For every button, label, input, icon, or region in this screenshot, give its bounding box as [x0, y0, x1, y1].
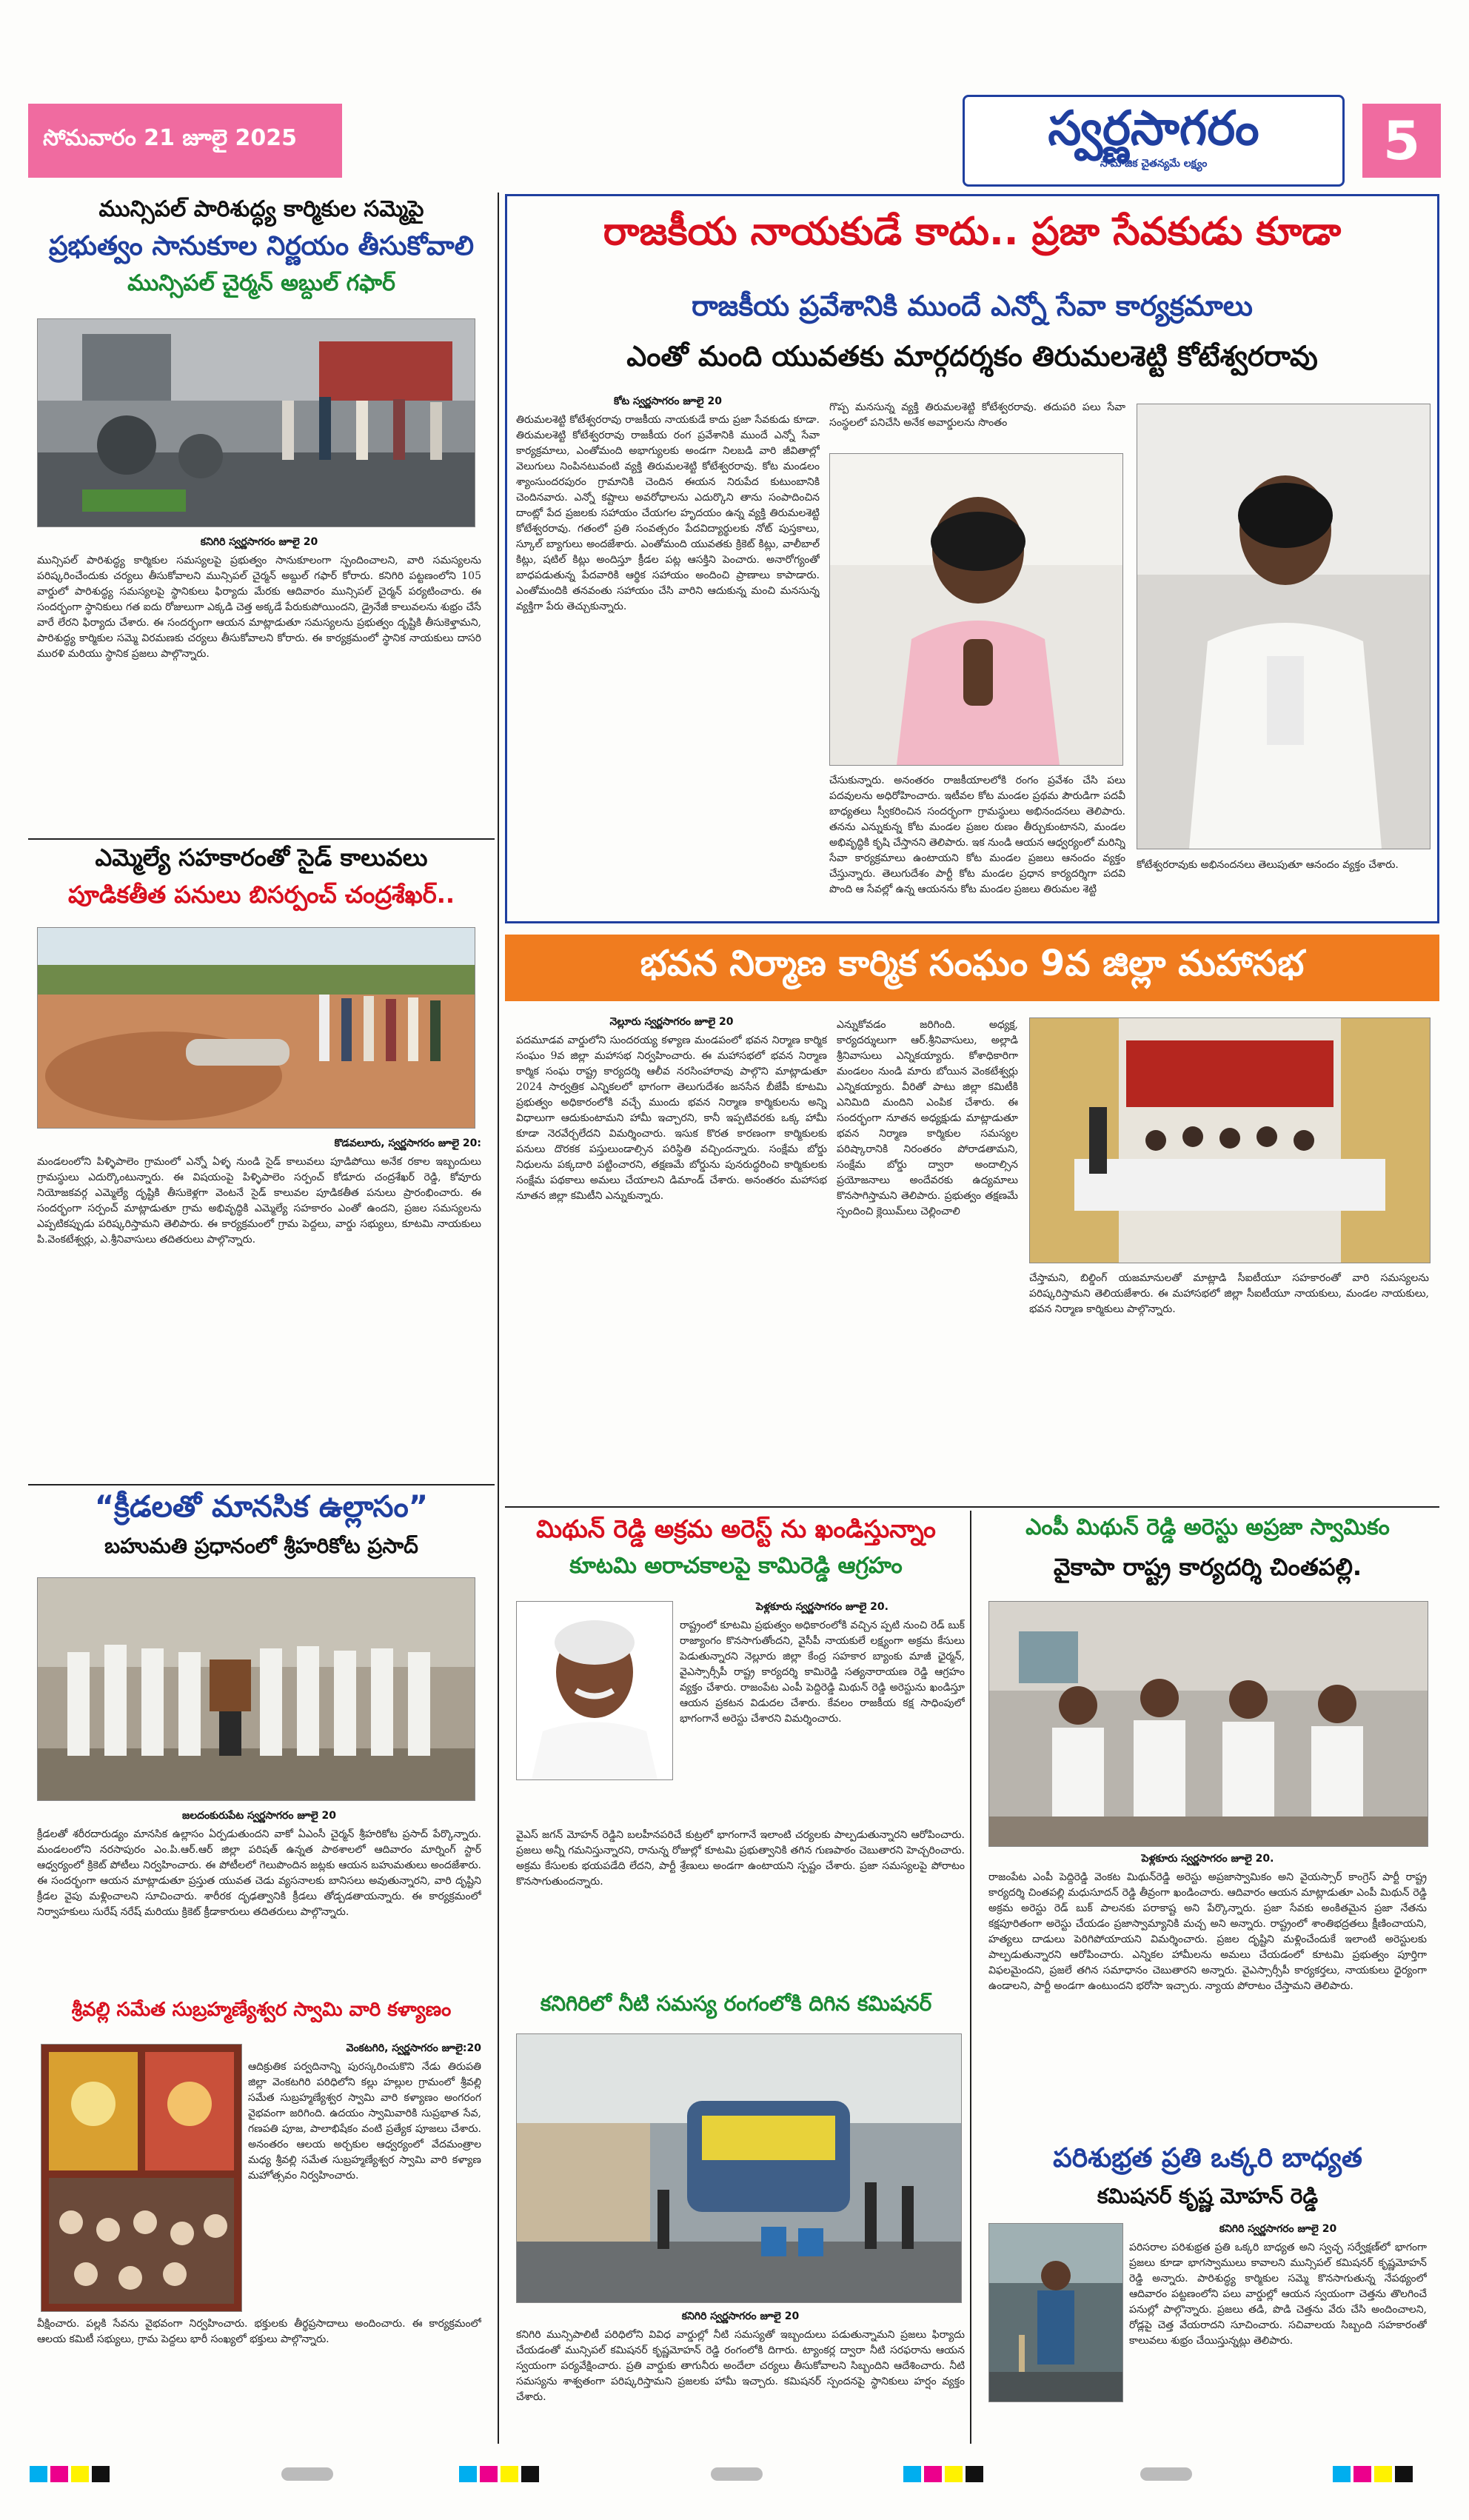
union-headline: భవన నిర్మాణ కార్మిక సంఘం 9వ జిల్లా మహాసభ: [640, 943, 1305, 984]
registration-pill: [1140, 2467, 1192, 2481]
registration-pill: [711, 2467, 763, 2481]
feature-body1: తిరుమలశెట్టి కోటేశ్వరరావు రాజకీయ నాయకుడే కాదు ప్రజా సేవకుడు కూడా. తిరుమలశెట్టి కోటేశ్వరరావు రాజకీయ రంగ ప్రవేశానికి ముందే ఎన్నో సేవా కార్యక్రమాలు, ఎంతోమంది అభాగ్యులకు అండగా నిలబడి వారి జీవితాల్లో వెలుగులు నింపినటువంటి వ్యక్తి తిరుమలశెట్టి కోటేశ్వరరావు. కోట మండలం శ్యాంసుందరపురం గ్రామానికి చెందిన ఈయన నిరుపేద కుటుంబానికి చెందినవారు. ఎన్నో కష్టాలు అవరోధాలను ఎదుర్కొని తాను సంపాదించిన దాంట్లో పేద ప్రజలకు సహాయం చేయగల హృదయం ఉన్న వ్యక్తి తిరుమలశెట్టి కోటేశ్వరరావు. గతంలో ప్రతి సంవత్సరం పేదవిద్యార్థులకు నోట్ పుస్తకాలు, స్కూల్ బ్యాగులు అందజేశారు. ఎంతోమంది యువతకు క్రికెట్ కిట్లు, వాలీబాల్ కిట్లు, షటిల్ కిట్లు అందిస్తూ క్రీడల పట్ల ఆసక్తిని పెంచారు. అనారోగ్యంతో బాధపడుతున్న పేదవారికి ఆర్థిక సహాయం అందించి ప్రాణాలు కాపాడారు. ఎంతోమందికి తనవంతు సహాయం చేసి వారిని ఆదుకున్న మంచి మనసున్న వ్యక్తిగా పేరు తెచ్చుకున్నారు.: [516, 414, 820, 612]
kamireddy-photo-art: [517, 1602, 672, 1779]
clean-subhead: కమిషనర్ కృష్ణ మోహన్ రెడ్డి: [1097, 2184, 1319, 2208]
story1-headline: ప్రభుత్వం సానుకూల నిర్ణయం తీసుకోవాలి: [48, 231, 475, 261]
story2-dateline: కొడవలూరు, స్వర్ణసాగరం జూలై 20:: [334, 1137, 481, 1149]
feature-dateline: కోట స్వర్ణసాగరం జూలై 20: [614, 395, 722, 407]
union-col1: [516, 1015, 827, 1503]
leader-namaste-photo-art: [830, 454, 1122, 765]
canal-works-photo: [37, 927, 475, 1129]
water-tanker-photo: [516, 2033, 962, 2303]
story3-headline: “క్రీడలతో మానసిక ఉల్లాసం”: [94, 1490, 429, 1524]
water-tanker-photo-art: [517, 2034, 961, 2302]
story3-body: క్రీడలతో శరీరదారుడ్యం మానసిక ఉల్లాసం ఏర్పడుతుందని వాకో ఏఎంసీ చైర్మన్ శ్రీహరికోట ప్రసాద్ పేర్కొన్నారు. మండలంలోని నరసాపురం ఎం.పి.ఆర్.ఆర్ జిల్లా పరిషత్ ఉన్నత పాఠశాలలో ఆదివారం మార్నింగ్ స్టార్ ఆధ్వర్యంలో క్రికెట్ పోటీలు నిర్వహించారు. ఈ పోటీలలో గెలుపొందిన జట్లకు ఆయన బహుమతులు అందజేశారు. ఈ సందర్భంగా ఆయన మాట్లాడుతూ ప్రస్తుత యువత చెడు వ్యసనాలకు బానిసలు అవుతున్నారని, వారి దృష్టిని క్రీడల వైపు మళ్లించాలని సూచించారు. శారీరక దృఢత్వానికి క్రీడలు తోడ్పడతాయన్నారు. ఈ కార్యక్రమంలో నిర్వాహకులు సురేష్ నరేష్ మరియు క్రికెట్ క్రీడాకారులు తదితరులు పాల్గొన్నారు.: [37, 1828, 481, 1918]
water-headline: కనిగిరిలో నీటి సమస్య రంగంలోకి దిగిన కమిషనర్: [540, 1991, 932, 2016]
story1-text: [37, 535, 481, 838]
story1-dateline: కనిగిరి స్వర్ణసాగరం జూలై 20: [200, 536, 318, 548]
commissioner-cleaning-photo-art: [989, 2224, 1122, 2402]
feature-body3: చేసుకున్నారు. అనంతరం రాజకీయాలలోకి రంగం ప్రవేశం చేసి పలు పదవులను అధిరోహించారు. ఇటీవల కోట మండల ప్రథమ పౌరుడిగా పదవీ బాధ్యతలు స్వీకరించిన సందర్భంగా గ్రామస్థులు అభినందనలు తెలిపారు. తనను ఎన్నుకున్న కోట మండల ప్రజల రుణం తీర్చుకుంటానని, మండల అభివృద్ధికి కృషి చేస్తానని తెలిపారు. ఇక నుండి ఆయన ఆధ్వర్యంలో మరిన్ని సేవా కార్యక్రమాలు ఉంటాయని కోట మండల ప్రజలు ఆనందం వ్యక్తం చేస్తున్నారు. తెలుగుదేశం పార్టీ కోట మండల ప్రధాన కార్యదర్శిగా పదవి పొంది ఆ సేవల్లో ఉన్న ఆయనను కోట మండల ప్రజలు తిరుమల శెట్టి: [829, 775, 1125, 895]
commissioner-cleaning-photo: [988, 2223, 1123, 2402]
water-dateline: కనిగిరి స్వర్ణసాగరం జూలై 20: [681, 2310, 800, 2322]
clean-dateline: కనిగిరి స్వర్ణసాగరం జూలై 20: [1219, 2223, 1337, 2235]
ycp-body: రాజంపేట ఎంపీ పెద్దిరెడ్డి వెంకట మిథున్‌రెడ్డి అరెస్టు అప్రజాస్వామికం అని వైయస్సార్ కాంగ్రెస్ పార్టీ రాష్ట్ర కార్యదర్శి చింతపల్లి మధుసూదన్ రెడ్డి తీవ్రంగా ఖండించారు. ఆదివారం ఆయన మాట్లాడుతూ ఎంపీ మిథున్ రెడ్డి అక్రమ అరెస్టు రెడ్ బుక్ పాలనకు పరాకాష్ట అని పేర్కొన్నారు. ప్రజా సేవకు అంకితమైన ప్రజా నేతను కక్షపూరితంగా అరెస్టు చేయడం ప్రజాస్వామ్యానికి మచ్చ అని అన్నారు. రాష్ట్రంలో శాంతిభద్రతలు క్షీణించాయని, హత్యలు దాడులు పెరిగిపోయాయని విమర్శించారు. ప్రజల దృష్టిని మళ్లించేందుకే ఇలాంటి అరెస్టులకు పాల్పడుతున్నారని ఆరోపించారు. ఎన్నికల హామీలను అమలు చేయడంలో కూటమి ప్రభుత్వం పూర్తిగా విఫలమైందని, ప్రజలే తగిన సమాధానం చెబుతారని అన్నారు. వైఎస్సార్సీపీ కార్యకర్తలు, నాయకులు ధైర్యంగా ఉండాలని, పార్టీ అండగా ఉంటుందని భరోసా ఇచ్చారు. న్యాయ పోరాటం చేస్తామని తెలిపారు.: [988, 1871, 1427, 1992]
canal-works-photo-art: [38, 928, 475, 1128]
leader-portrait-photo: [1137, 404, 1430, 849]
story3-subhead: బహుమతి ప్రధానంలో శ్రీహరికోట ప్రసాద్: [104, 1534, 418, 1558]
story4-text-right: [248, 2041, 481, 2313]
union-dateline: నెల్లూరు స్వర్ణసాగరం జూలై 20: [609, 1016, 734, 1028]
story2-body: మండలంలోని పిళ్ళిపాలెం గ్రామంలో ఎన్నో ఏళ్ళ నుండి సైడ్ కాలువలు పూడిపోయి అనేక రకాల ఇబ్బందులు గ్రామస్థులు ఎదుర్కొంటున్నారు. ఈ విషయంపై పిళ్ళిపాలెం సర్పంచ్ కోడూరు చంద్రశేఖర్ రెడ్డి, కోవూరు నియోజకవర్గ ఎమ్మెల్యే దృష్టికి తీసుకెళ్లగా వెంటనే సైడ్ కాలువల పూడికతీత పనులు ప్రారంభించారు. ఈ సందర్భంగా సర్పంచ్ మాట్లాడుతూ గ్రామ అభివృద్ధికి ఎమ్మెల్యే సహకారం ఎంతో ఉందని, ప్రజల సమస్యలను ఎప్పటికప్పుడు పరిష్కరిస్తామని తెలిపారు. ఈ కార్యక్రమంలో గ్రామ పెద్దలు, వార్డు సభ్యులు, కూటమి నాయకులు పి.వెంకటేశ్వర్లు, ఎ.శ్రీనివాసులు తదితరులు పాల్గొన్నారు.: [37, 1156, 481, 1246]
date-strip: [28, 104, 342, 178]
feature-subhead1: రాజకీయ ప్రవేశానికి ముందే ఎన్నో సేవా కార్యక్రమాలు: [692, 290, 1253, 322]
ycp-subhead: వైకాపా రాష్ట్ర కార్యదర్శి చింతపల్లి.: [1053, 1553, 1362, 1581]
story3-text: [37, 1808, 481, 1993]
story2-headline: పూడికతీత పనులు బిసర్పంచ్ చంద్రశేఖర్..: [67, 880, 455, 909]
temple-photo-art: [41, 2045, 241, 2311]
registration-marks: [30, 2466, 110, 2482]
ycp-text: [988, 1851, 1427, 2136]
story2-text: [37, 1136, 481, 1484]
column-divider: [498, 193, 499, 2444]
mithun-dateline: పెళ్లకూరు స్వర్ణసాగరం జూలై 20.: [756, 1601, 889, 1613]
story4-headline: శ్రీవల్లి సమేత సుబ్రహ్మణ్యేశ్వర స్వామి వారి కళ్యాణం: [71, 1999, 452, 2021]
union-body2: ఎన్నుకోవడం జరిగింది. అధ్యక్ష, కార్యదర్శులుగా ఆర్.శ్రీనివాసులు, అల్లాడి శ్రీనివాసులు ఎన్నికయ్యారు. కోశాధికారిగా మండలం నుండి మారు బోయిన వెంకటేశ్వర్లు ఎన్నికయ్యారు. వీరితో పాటు జిల్లా కమిటీకి ఎనిమిది మందిని ఎంపిక చేశారు. ఈ సందర్భంగా నూతన అధ్యక్షుడు మాట్లాడుతూ భవన నిర్మాణ కార్మికుల సమస్యల పరిష్కారానికి నిరంతరం పోరాడతామని, సంక్షేమ బోర్డు ద్వారా అందాల్సిన ప్రయోజనాలు అందేవరకు ఉద్యమాలు కొనసాగిస్తామని తెలిపారు. ప్రభుత్వం తక్షణమే స్పందించి క్లెయిమ్‌లు చెల్లించాలి: [837, 1019, 1018, 1217]
feature-col1: [516, 394, 820, 912]
feature-subhead2: ఎంతో మంది యువతకు మార్గదర్శకం తిరుమలశెట్టి కోటేశ్వరరావు: [626, 340, 1318, 372]
story4-dateline: వెంకటగిరి, స్వర్ణసాగరం జూలై:20: [346, 2042, 481, 2054]
ycp-leaders-photo: [988, 1601, 1428, 1847]
masthead-logo: [963, 95, 1345, 187]
brand-name: స్వర్ణసాగరం: [1048, 101, 1259, 156]
sanitation-photo: [37, 318, 475, 527]
story3-dateline: జలదంకురుపేట స్వర్ణసాగరం జూలై 20: [181, 1810, 336, 1822]
leader-portrait-photo-art: [1137, 404, 1430, 849]
mithun-subhead: కూటమి అరాచకాలపై కామిరెడ్డి ఆగ్రహం: [569, 1553, 903, 1579]
clean-text: [1129, 2222, 1427, 2404]
story2-kicker: ఎమ్మెల్యే సహకారంతో సైడ్ కాలువలు: [95, 843, 428, 872]
story4-body-right: ఆదిక్రుతిక పర్వదినాన్ని పురస్కరించుకొని నేడు తిరుపతి జిల్లా వెంకటగిరి పరిధిలోని కల్లు హల్లుల గ్రామంలో శ్రీవల్లి సమేత సుబ్రహ్మణ్యేశ్వర స్వామి వారి కళ్యాణం అంగరంగ వైభవంగా జరిగింది. ఉదయం స్వామివారికి సుప్రభాత సేవ, గణపతి పూజ, పాలాభిషేకం వంటి ప్రత్యేక పూజలు చేశారు. అనంతరం ఆలయ అర్చకుల ఆధ్వర్యంలో వేదమంత్రాల మధ్య శ్రీవల్లి సమేత సుబ్రహ్మణ్యేశ్వర స్వామి వారి కళ్యాణ మహోత్సవం నిర్వహించారు.: [248, 2061, 481, 2182]
story4-body-bottom: వీక్షించారు. పల్లకి సేవను వైభవంగా నిర్వహించారు. భక్తులకు తీర్థప్రసాదాలు అందించారు. ఈ కార్యక్రమంలో ఆలయ కమిటీ సభ్యులు, గ్రామ పెద్దలు భారీ సంఖ్యలో భక్తులు పాల్గొన్నారు.: [37, 2318, 481, 2345]
registration-marks: [459, 2466, 539, 2482]
mithun-body2: వైఎస్ జగన్ మోహన్ రెడ్డిని బలహీనపరిచే కుట్రలో భాగంగానే ఇలాంటి చర్యలకు పాల్పడుతున్నారని ఆరోపించారు. ప్రజలు అన్నీ గమనిస్తున్నారని, రానున్న రోజుల్లో కూటమి ప్రభుత్వానికి తగిన గుణపాఠం చెబుతారని హెచ్చరించారు. అక్రమ కేసులకు భయపడేది లేదని, పార్టీ శ్రేణులు అండగా ఉంటాయని స్పష్టం చేశారు. ప్రజా సమస్యలపై పోరాటం కొనసాగుతుందన్నారు.: [516, 1829, 965, 1888]
registration-pill: [281, 2467, 333, 2481]
divider: [28, 1484, 495, 1485]
page-number-badge: [1362, 104, 1441, 178]
union-banner: [505, 935, 1439, 1001]
registration-marks: [1333, 2466, 1413, 2482]
feature-body2: గొప్ప మనసున్న వ్యక్తి తిరుమలశెట్టి కోటేశ్వరరావు. తదుపరి పలు సేవా సంస్థలలో పనిచేసి అనేక అవార్డులను సొంతం: [829, 401, 1125, 429]
union-meeting-photo-art: [1030, 1018, 1430, 1263]
cricket-awards-photo: [37, 1577, 475, 1801]
mithun-col-right: [680, 1600, 965, 1823]
brand-tagline: సామాజిక చైతన్యమే లక్ష్యం: [1100, 158, 1208, 170]
ycp-leaders-photo-art: [989, 1602, 1428, 1846]
issue-date: సోమవారం 21 జూలై 2025: [43, 125, 298, 151]
union-body3: చేస్తామని, బిల్డింగ్ యజమానులతో మాట్లాడి సీఐటీయూ సహకారంతో వారి సమస్యలను పరిష్కరిస్తామని తెలియజేశారు. ఈ మహాసభలో జిల్లా సీఐటీయూ నాయకులు, మండల నాయకులు, భవన నిర్మాణ కార్మికులు పాల్గొన్నారు.: [1029, 1272, 1429, 1315]
mithun-body1: రాష్ట్రంలో కూటమి ప్రభుత్వం అధికారంలోకి వచ్చిన ప్పటి నుంచి రెడ్ బుక్ రాజ్యాంగం కొనసాగుతోందని, వైసీపీ నాయకులే లక్ష్యంగా అక్రమ కేసులు పెడుతున్నారని నెల్లూరు జిల్లా కేంద్ర సహకార బ్యాంకు మాజీ ఛైర్మన్, వైఎస్సార్సీపీ రాష్ట్ర కార్యదర్శి కామిరెడ్డి సత్యనారాయణ రెడ్డి ఆగ్రహం వ్యక్తం చేశారు. రాజంపేట ఎంపీ పెద్దిరెడ్డి మిథున్ రెడ్డి అరెస్టును ఖండిస్తూ ఆయన ప్రకటన విడుదల చేశారు. కేవలం రాజకీయ కక్ష సాధింపులో భాగంగానే అరెస్టు చేశారని విమర్శించారు.: [680, 1620, 965, 1725]
ycp-dateline: పెళ్లకూరు స్వర్ణసాగరం జూలై 20.: [1141, 1853, 1274, 1865]
story1-body: మున్సిపల్ పారిశుద్ధ్య కార్మికుల సమస్యలపై ప్రభుత్వం సానుకూలంగా స్పందించాలని, వారి సమస్యలను పరిష్కరించేందుకు చర్యలు తీసుకోవాలని మున్సిపల్ చైర్మన్ అబ్దుల్ గఫార్ కోరారు. కనిగిరి పట్టణంలోని 105 వార్డులో పారిశుద్ధ్య సమస్యలపై స్థానికులు ఫిర్యాదు మేరకు ఆదివారం మున్సిపల్ చైర్మన్ పర్యటించారు. ఈ సందర్భంగా స్థానికులు గత ఐదు రోజులుగా ఎక్కడి చెత్త అక్కడే పేరుకుపోయిందని, డ్రైనేజీ కాలువలను శుభ్రం చేసే వారే లేరని ఫిర్యాదు చేశారు. ఈ సందర్భంగా ఆయన మాట్లాడుతూ సమస్యలను ప్రభుత్వం దృష్టికి తీసుకెళ్తామని, పారిశుద్ధ్య కార్మికుల సమ్మె విరమణకు చర్యలు తీసుకోవాలని కోరారు. ఈ కార్యక్రమంలో స్థానిక నాయకులు దాసరి మురళి మరియు స్థానిక ప్రజలు పాల్గొన్నారు.: [37, 555, 481, 660]
ycp-headline: ఎంపీ మిథున్ రెడ్డి అరెస్టు అప్రజా స్వామికం: [1025, 1514, 1390, 1540]
leader-namaste-photo: [829, 453, 1123, 766]
story1-subhead: మున్సిపల్ చైర్మన్ అబ్దుల్ గఫార్: [127, 270, 395, 296]
kamireddy-photo: [516, 1601, 673, 1780]
water-text: [516, 2309, 965, 2441]
feature-caption: కోటేశ్వరరావుకు అభినందనలు తెలుపుతూ ఆనందం వ్యక్తం చేశారు.: [1137, 859, 1399, 871]
column-divider: [970, 1511, 971, 2444]
divider: [505, 1506, 1439, 1508]
divider: [28, 838, 495, 840]
page-number: 5: [1382, 110, 1421, 172]
union-meeting-photo: [1029, 1017, 1430, 1263]
registration-marks: [903, 2466, 983, 2482]
clean-body: పరిసరాల పరిశుభ్రత ప్రతి ఒక్కరి బాధ్యత అని స్వచ్ఛ సర్వేక్షణ్‌లో భాగంగా ప్రజలు కూడా భాగస్వాములు కావాలని మున్సిపల్ కమిషనర్ కృష్ణమోహన్ రెడ్డి అన్నారు. పారిశుద్ధ్య కార్మికుల సమ్మె కొనసాగుతున్న నేపథ్యంలో ఆదివారం పట్టణంలోని పలు వార్డుల్లో ఆయన స్వయంగా చెత్తను తొలగించే పనుల్లో పాల్గొన్నారు. ప్రజలు తడి, పొడి చెత్తను వేరు చేసి అందించాలని, రోడ్లపై చెత్త వేయరాదని సూచించారు. సచివాలయ సిబ్బంది సహకారంతో కాలువలు శుభ్రం చేయిస్తున్నట్లు తెలిపారు.: [1129, 2242, 1427, 2347]
mithun-headline: మిథున్ రెడ్డి అక్రమ అరెస్ట్ ను ఖండిస్తున్నాం: [536, 1514, 936, 1543]
feature-headline: రాజకీయ నాయకుడే కాదు.. ప్రజా సేవకుడు కూడా: [603, 210, 1342, 254]
clean-headline: పరిశుభ్రత ప్రతి ఒక్కరి బాధ్యత: [1053, 2143, 1362, 2173]
cricket-awards-photo-art: [38, 1578, 475, 1800]
union-body1: పదమూడవ వార్డులోని సుందరయ్య కళ్యాణ మండపంలో భవన నిర్మాణ కార్మిక సంఘం 9వ జిల్లా మహాసభ నిర్వహించారు. ఈ మహాసభలో భవన నిర్మాణ కార్మిక సంఘ రాష్ట్ర కార్యదర్శి ఆలీవ నరసింహారావు పాల్గొని మాట్లాడుతూ 2024 సార్వత్రిక ఎన్నికలలో భాగంగా తెలుగుదేశం జనసేన బీజేపీ కూటమి ప్రభుత్వం అధికారంలోకి వచ్చే ముందు భవన నిర్మాణ కార్మికులను అన్ని విధాలుగా ఆదుకుంటామని హామీ ఇచ్చారని, కానీ ఇప్పటివరకు ఒక్క హామీ కూడా నెరవేర్చలేదని విమర్శించారు. ఇసుక కొరత కారణంగా కార్మికులకు పనులు దొరకక పస్తులుండాల్సిన పరిస్థితి వచ్చిందన్నారు. సంక్షేమ బోర్డు నిధులను పక్కదారి పట్టించారని, తక్షణమే బోర్డును పునరుద్ధరించి కార్మికులకు సంక్షేమ పథకాలు అమలు చేయాలని డిమాండ్ చేశారు. అనంతరం మహాసభ నూతన జిల్లా కమిటీని ఎన్నుకున్నారు.: [516, 1035, 827, 1202]
temple-photo: [41, 2044, 242, 2312]
water-body: కనిగిరి మున్సిపాలిటీ పరిధిలోని వివిధ వార్డుల్లో నీటి సమస్యతో ఇబ్బందులు పడుతున్నామని ప్రజలు ఫిర్యాదు చేయడంతో మున్సిపల్ కమిషనర్ కృష్ణమోహన్ రెడ్డి రంగంలోకి దిగారు. ట్యాంకర్ల ద్వారా నీటి సరఫరాను ఆయన స్వయంగా పర్యవేక్షించారు. ప్రతి వార్డుకు తాగునీరు అందేలా చర్యలు తీసుకోవాలని సిబ్బందిని ఆదేశించారు. నీటి సమస్యను శాశ్వతంగా పరిష్కరిస్తామని ప్రజలకు హామీ ఇచ్చారు. కమిషనర్ స్పందనపై స్థానికులు హర్షం వ్యక్తం చేశారు.: [516, 2329, 965, 2403]
story1-kicker: మున్సిపల్ పారిశుద్ధ్య కార్మికుల సమ్మెపై: [98, 196, 424, 222]
sanitation-photo-art: [38, 319, 475, 527]
